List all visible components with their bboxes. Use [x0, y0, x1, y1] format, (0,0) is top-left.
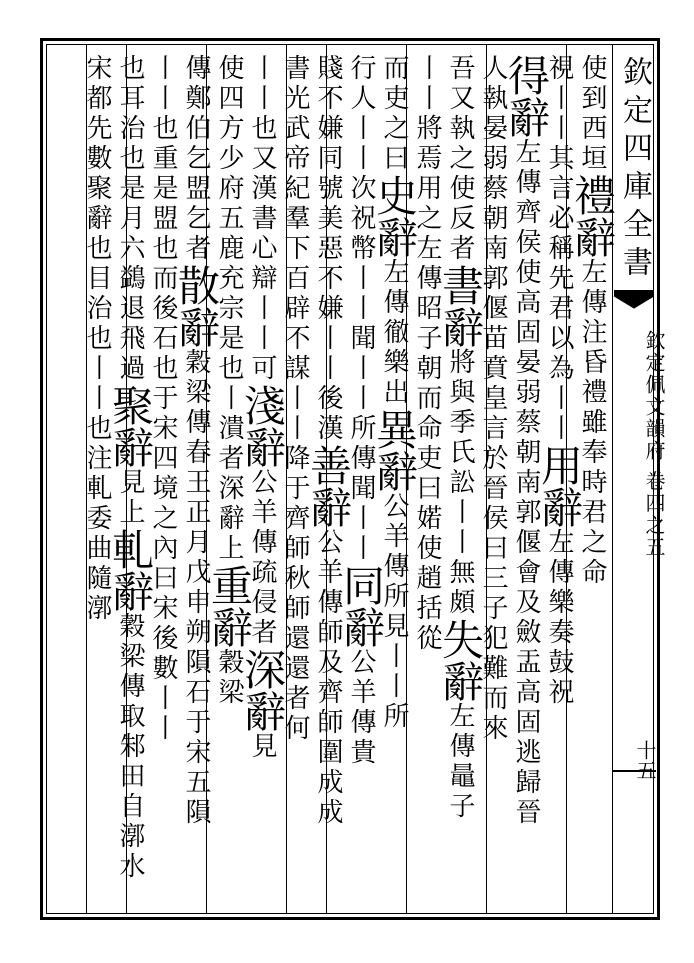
rhyme-headword: 軋辭 — [106, 528, 155, 612]
rhyme-headword: 史辭 — [370, 174, 419, 258]
rhyme-headword: 重辭 — [205, 564, 254, 648]
text-run: 穀梁 — [214, 648, 244, 708]
rhyme-headword: 得辭 — [502, 54, 551, 138]
book-name: 欽定佩文韻府 — [642, 330, 666, 462]
text-run: 左傳注昏禮雖奉時君之命 — [577, 258, 607, 588]
text-run: 也耳治也是月六鷁退飛過 — [115, 54, 145, 384]
rhyme-headword: 聚辭 — [106, 384, 155, 468]
fish-tail-ornament — [614, 290, 654, 320]
text-run: 書光武帝紀羣下百辟不謀丨丨 — [280, 54, 310, 444]
text-run: 而後石也于宋四境之內曰宋後數丨丨 — [148, 264, 178, 744]
text-run: 左傳昭子朝而命吏曰婼 — [412, 234, 442, 534]
rhyme-headword: 書辭 — [436, 264, 485, 348]
rhyme-headword: 同辭 — [337, 564, 386, 648]
rhyme-headword: 淺辭 — [238, 384, 287, 468]
text-run: 將與季氏訟丨丨無頗 — [445, 348, 475, 618]
rhyme-headword: 用辭 — [535, 444, 584, 528]
volume-number: 卷四之五 — [642, 470, 666, 559]
rhyme-headword: 失辭 — [436, 618, 485, 702]
text-run: 左傳齊侯使高固晏弱蔡朝南郭偃會及斂盂高固逃歸晉 — [511, 138, 541, 828]
text-run: 公羊傳師及齊師圍成成 — [313, 528, 343, 828]
text-run: 丨潰者深辭上 — [214, 384, 244, 564]
book-series-title: 欽定四庫全書 — [617, 56, 652, 284]
text-run: 左傳樂奏鼓祝 — [544, 528, 574, 708]
text-run: 丨丨也注軋委曲隨漷 — [82, 354, 112, 624]
volume-label — [624, 330, 664, 558]
text-run: 其言必稱先君以為丨丨 — [544, 144, 574, 444]
text-run: 見 — [247, 732, 277, 762]
text-run: 丨丨也又漢書心辯丨丨可 — [247, 54, 277, 384]
text-run: 左傳徹樂出 — [379, 258, 409, 408]
text-run: 丨丨將焉用之 — [412, 54, 442, 234]
rhyme-headword: 散辭 — [172, 264, 221, 348]
text-run: 使四方少府五鹿充宗是也 — [214, 54, 244, 384]
rhyme-headword: 善辭 — [304, 444, 353, 528]
rhyme-headword: 禮辭 — [568, 174, 617, 258]
text-run: 視丨丨 — [544, 54, 574, 144]
text-run: 聞丨丨所傳聞丨丨 — [346, 324, 376, 564]
text-run: 後漢 — [313, 384, 343, 444]
text-run: 穀梁傳取邾田自漷水 — [115, 612, 145, 882]
text-run: 降于齊師秋師還還者何 — [280, 444, 310, 744]
text-run: 公羊傳所見丨丨所 — [379, 492, 409, 732]
text-run: 穀梁傳春王正月戊申朔隕石于宋五隕 — [181, 348, 211, 828]
text-run: 人執晏弱蔡朝南郭偃苗賁皇言於晉侯曰三子犯難而來 — [478, 54, 508, 744]
rhyme-headword: 深辭 — [238, 648, 287, 732]
text-run: 公羊傳疏侵者 — [247, 468, 277, 648]
text-run: 使到西垣 — [577, 54, 607, 174]
text-run: 宋都先數聚辭也目治也 — [82, 54, 112, 354]
text-run: 丨丨也重是盟也 — [148, 54, 178, 264]
text-run: 使趙括從 — [412, 534, 442, 654]
text-run: 傳鄭伯乞盟乞者 — [181, 54, 211, 264]
text-run: 左傳鼂子 — [445, 702, 475, 822]
text-run: 賤不嫌同號美惡不嫌丨丨 — [313, 54, 343, 384]
text-run: 見上 — [115, 468, 145, 528]
text-run: 次祝幣丨丨 — [346, 174, 376, 324]
text-run: 行人丨丨 — [346, 54, 376, 174]
text-column — [77, 54, 117, 912]
text-run: 公羊傳貴 — [346, 648, 376, 768]
page-number: 十五 — [633, 740, 657, 780]
text-run: 吾又執之使反者 — [445, 54, 475, 264]
text-run: 而吏之曰 — [379, 54, 409, 174]
rhyme-headword: 異辭 — [370, 408, 419, 492]
